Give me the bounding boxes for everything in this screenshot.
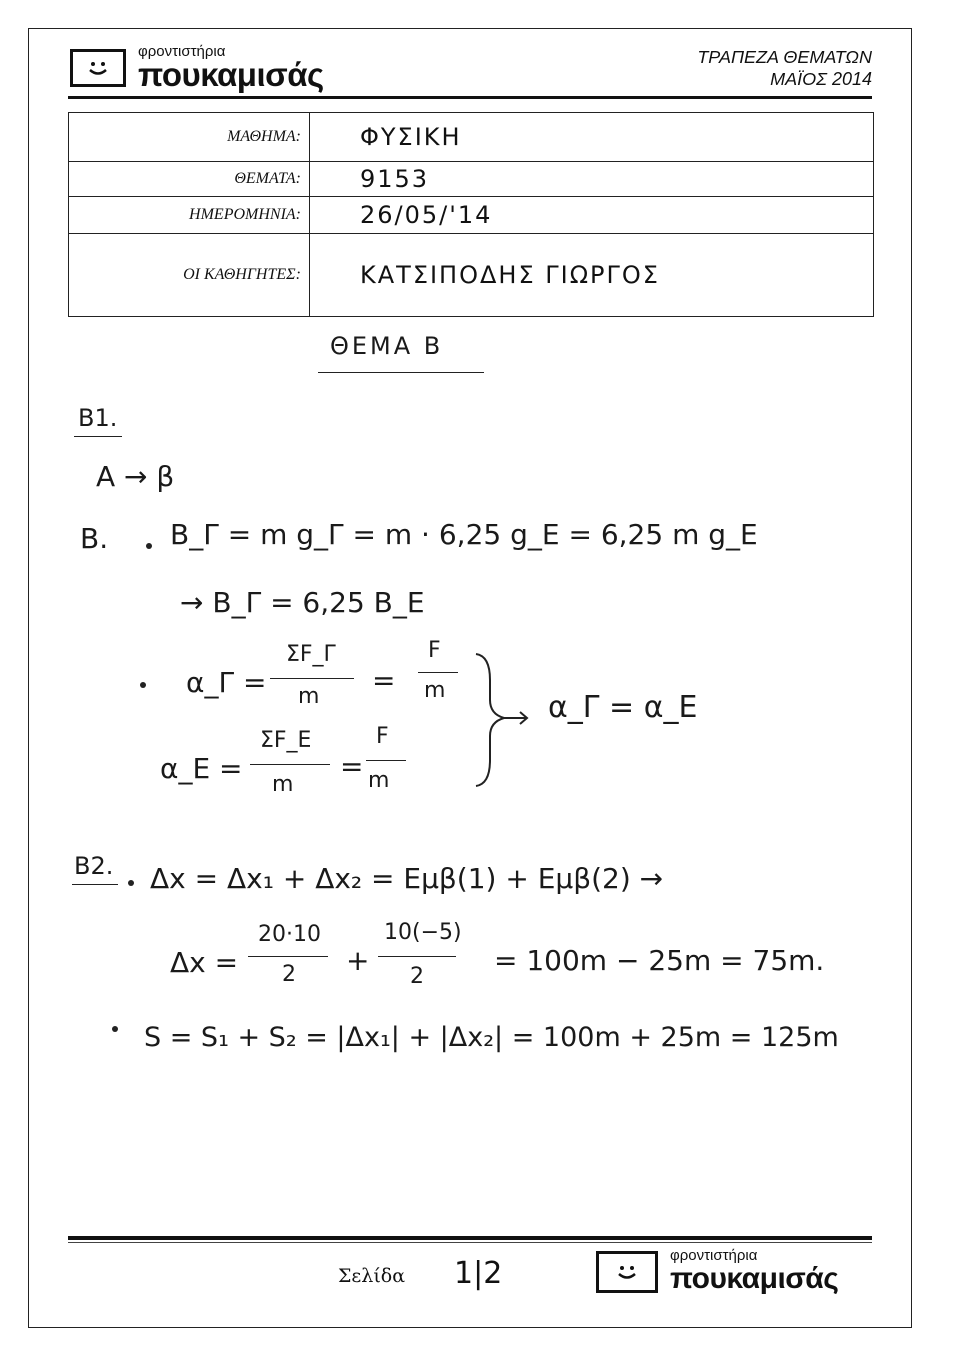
accel-gamma-lhs: α_Γ = xyxy=(186,666,267,699)
equals-sign: = xyxy=(372,664,396,697)
accel-gamma-den2: m xyxy=(424,678,446,703)
header-date: ΜΑΪΟΣ 2014 xyxy=(770,69,872,89)
b1-label: Β1. xyxy=(78,404,118,432)
section-heading: ΘΕΜΑ Β xyxy=(330,332,444,360)
heading-underline xyxy=(318,372,484,373)
displacement-den2: 2 xyxy=(410,964,424,989)
row-value: ΚΑΤΣΙΠΟΔΗΣ ΓΙΩΡΓΟΣ xyxy=(310,234,874,317)
displacement-den1: 2 xyxy=(282,962,296,987)
footer-rule-thin xyxy=(68,1242,872,1243)
distance-equation: S = S₁ + S₂ = |Δx₁| + |Δx₂| = 100m + 25m = 125m xyxy=(144,1022,839,1053)
plus-sign: + xyxy=(346,944,370,977)
table-row xyxy=(69,113,874,162)
fraction-bar xyxy=(378,956,456,957)
logo-tagline: φροντιστήρια xyxy=(670,1247,758,1264)
equals-sign: = xyxy=(340,750,364,783)
row-label: ΘΕΜΑΤΑ: xyxy=(69,162,310,197)
footer-logo xyxy=(596,1248,838,1295)
displacement-result: = 100m − 25m = 75m. xyxy=(494,944,825,977)
page-number: 1|2 xyxy=(454,1256,503,1291)
bullet xyxy=(128,880,134,886)
page-label: Σελίδα xyxy=(338,1265,406,1287)
row-value: ΦΥΣΙΚΗ xyxy=(310,113,874,162)
row-label: ΟΙ ΚΑΘΗΓΗΤΕΣ: xyxy=(69,234,310,317)
fraction-bar xyxy=(248,956,328,957)
accel-conclusion: α_Γ = α_Ε xyxy=(548,690,698,725)
header-title: ΤΡΑΠΕΖΑ ΘΕΜΑΤΩΝ xyxy=(697,47,872,67)
b1-underline xyxy=(74,436,122,437)
smiley-logo-icon xyxy=(70,49,126,87)
accel-gamma-num2: F xyxy=(428,638,441,663)
b2-label: Β2. xyxy=(74,852,114,880)
accel-epsilon-num: ΣF_Ε xyxy=(260,728,312,753)
displacement-num1: 20·10 xyxy=(258,922,321,947)
displacement-lhs: Δx = xyxy=(170,946,239,979)
row-label: ΜΑΘΗΜΑ: xyxy=(69,113,310,162)
footer-rule xyxy=(68,1236,872,1240)
header-logo xyxy=(70,44,324,91)
logo-tagline: φροντιστήρια xyxy=(138,43,226,60)
accel-epsilon-num2: F xyxy=(376,724,389,749)
displacement-num2: 10(−5) xyxy=(384,920,462,945)
displacement-equation: Δx = Δx₁ + Δx₂ = Εμβ(1) + Εμβ(2) → xyxy=(150,862,664,895)
table-row xyxy=(69,197,874,234)
weight-equation: Β_Γ = m g_Γ = m · 6,25 g_Ε = 6,25 m g_Ε xyxy=(170,518,758,551)
info-table xyxy=(68,112,874,317)
logo-brand: πουκαμισάς xyxy=(138,56,324,93)
fraction-bar xyxy=(270,678,354,679)
row-value: 26/05/'14 xyxy=(310,197,874,234)
accel-epsilon-lhs: α_Ε = xyxy=(160,752,243,785)
weight-ratio: → Β_Γ = 6,25 Β_Ε xyxy=(180,586,425,619)
table-row xyxy=(69,234,874,317)
logo-brand: πουκαμισάς xyxy=(670,1262,839,1295)
row-value: 9153 xyxy=(310,162,874,197)
row-label: ΗΜΕΡΟΜΗΝΙΑ: xyxy=(69,197,310,234)
accel-epsilon-den: m xyxy=(272,772,294,797)
accel-gamma-den: m xyxy=(298,684,320,709)
bullet xyxy=(112,1026,118,1032)
fraction-bar xyxy=(250,764,330,765)
smiley-logo-icon xyxy=(596,1251,658,1293)
table-row xyxy=(69,162,874,197)
header-rule xyxy=(68,96,872,99)
curly-brace-arrow-icon xyxy=(470,650,530,790)
bullet xyxy=(140,682,146,688)
accel-epsilon-den2: m xyxy=(368,768,390,793)
accel-gamma-num: ΣF_Γ xyxy=(286,642,336,667)
b-label: Β. xyxy=(80,522,109,555)
b2-underline xyxy=(72,884,118,885)
header-title-block xyxy=(697,46,872,90)
fraction-bar xyxy=(418,672,458,673)
bullet xyxy=(146,543,152,549)
b1-answer: Α → β xyxy=(96,460,175,493)
fraction-bar xyxy=(366,760,406,761)
